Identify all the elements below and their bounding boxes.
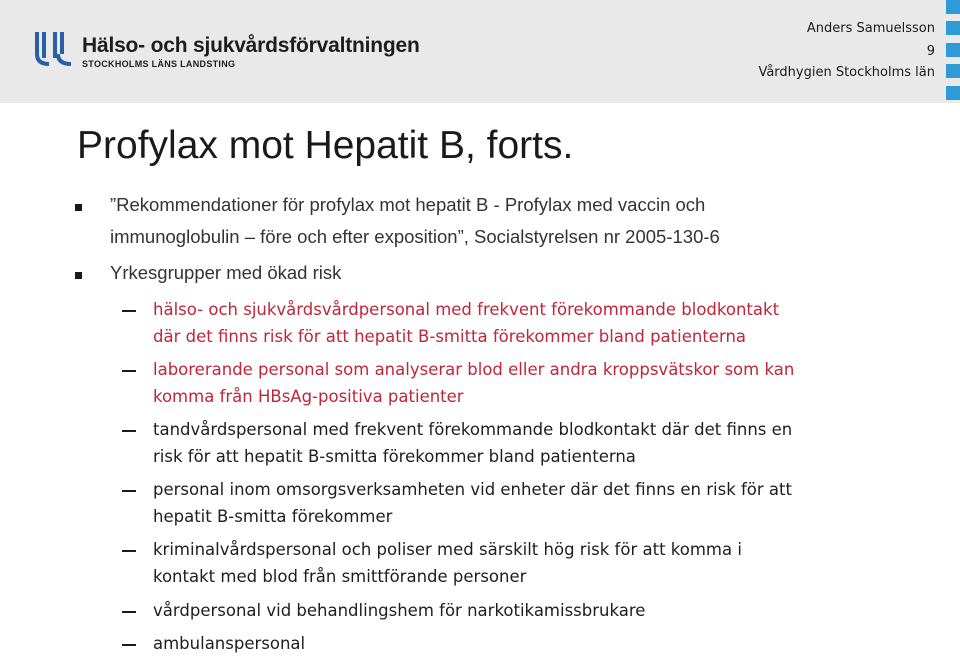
slide-header: [0, 0, 960, 103]
page-number: 9: [926, 44, 935, 59]
sub-item-text-line: personal inom omsorgsverksamheten vid enheter där det finns en risk för att: [153, 480, 792, 499]
sub-item-text-line: vårdpersonal vid behandlingshem för narkotikamissbrukare: [153, 601, 646, 620]
author-name: Anders Samuelsson: [806, 21, 935, 36]
slide-title: Profylax mot Hepatit B, forts.: [77, 124, 574, 167]
sub-item-text-line: där det finns risk för att hepatit B-smitta förekommer bland patienterna: [153, 327, 747, 346]
decorative-square-icon: [946, 86, 960, 100]
organization-logo: [33, 32, 420, 72]
bullet-text-line: immunoglobulin – före och efter exposition”, Socialstyrelsen nr 2005-130-6: [110, 226, 720, 247]
sub-item-text-line: komma från HBsAg-positiva patienter: [153, 387, 464, 406]
decorative-square-icon: [946, 64, 960, 78]
dash-bullet-icon: [122, 430, 136, 432]
dash-bullet-icon: [122, 370, 136, 372]
square-bullet-icon: [75, 204, 82, 211]
landsting-logo-icon: [33, 32, 73, 68]
square-bullet-icon: [75, 272, 82, 279]
sub-item-text-line: laborerande personal som analyserar blod eller andra kroppsvätskor som kan: [153, 360, 795, 379]
sub-item-text-line: kriminalvårdspersonal och poliser med särskilt hög risk för att komma i: [153, 540, 742, 559]
decorative-square-icon: [946, 43, 960, 57]
decorative-square-icon: [946, 21, 960, 35]
dash-bullet-icon: [122, 644, 136, 646]
sub-item-text-line: hälso- och sjukvårdsvårdpersonal med frekvent förekommande blodkontakt: [153, 300, 780, 319]
dash-bullet-icon: [122, 550, 136, 552]
dash-bullet-icon: [122, 310, 136, 312]
bullet-text-line: ”Rekommendationer för profylax mot hepatit B - Profylax med vaccin och: [110, 194, 706, 215]
logo-subtitle: STOCKHOLMS LÄNS LANDSTING: [82, 59, 236, 69]
logo-title: Hälso- och sjukvårdsförvaltningen: [82, 34, 420, 57]
sub-item-text-line: risk för att hepatit B-smitta förekommer bland patienterna: [153, 447, 636, 466]
sub-item-text-line: kontakt med blod från smittförande personer: [153, 567, 527, 586]
sub-item-text-line: hepatit B-smitta förekommer: [153, 507, 393, 526]
sub-item-text-line: tandvårdspersonal med frekvent förekommande blodkontakt där det finns en: [153, 420, 793, 439]
dash-bullet-icon: [122, 611, 136, 613]
sub-item-text-line: ambulanspersonal: [153, 634, 306, 653]
decorative-square-icon: [946, 0, 960, 14]
organization-name: Vårdhygien Stockholms län: [758, 65, 935, 80]
dash-bullet-icon: [122, 490, 136, 492]
bullet-text-line: Yrkesgrupper med ökad risk: [110, 262, 342, 283]
